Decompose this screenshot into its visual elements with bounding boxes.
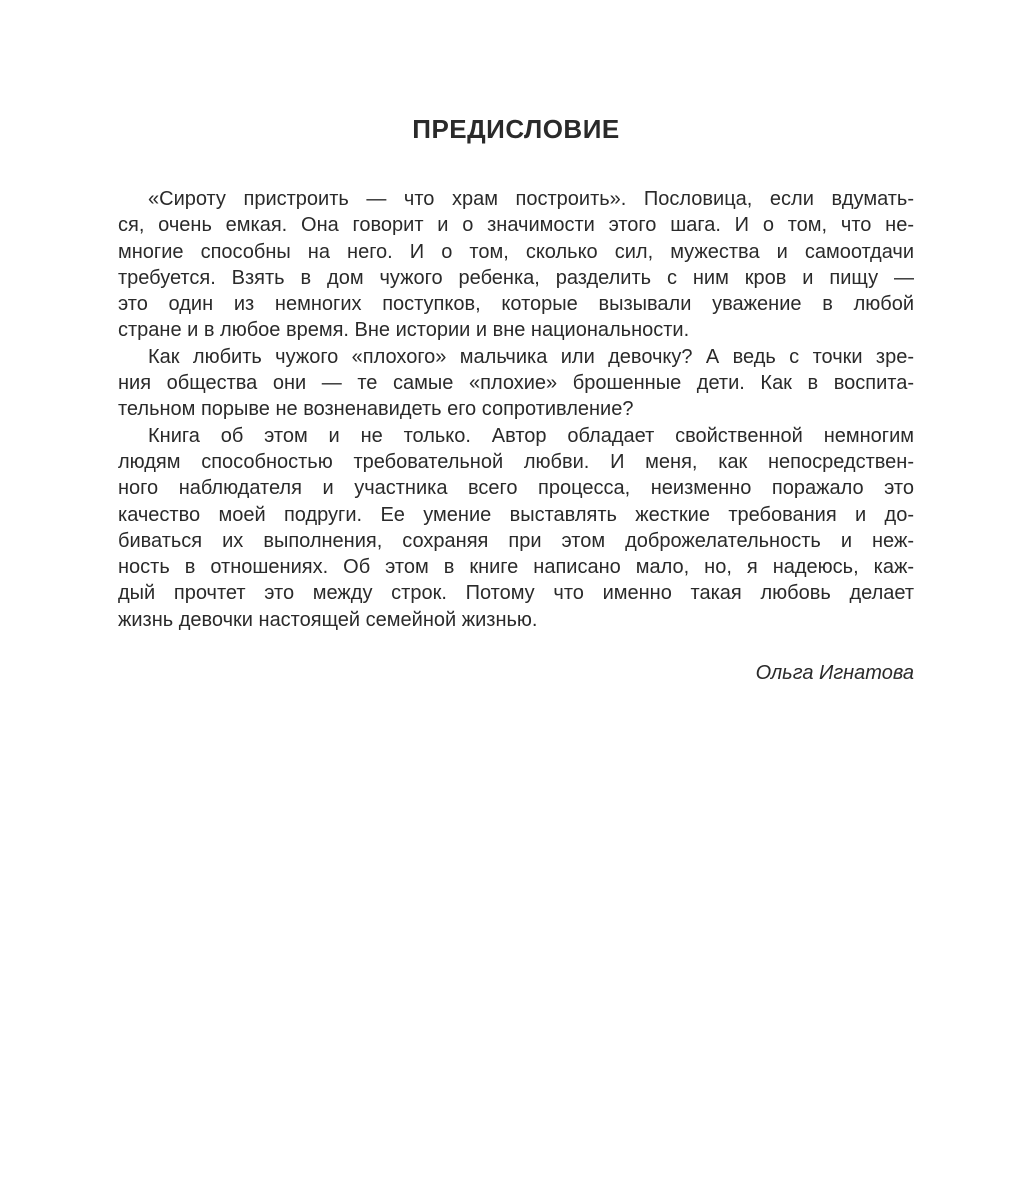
page-title: ПРЕДИСЛОВИЕ: [412, 114, 620, 144]
preface-body: [118, 186, 914, 633]
text-line: многие способны на него. И о том, сколько сил, мужества и самоотдачи: [118, 240, 914, 263]
text-line: ного наблюдателя и участника всего процесса, неизменно поражало это: [118, 477, 914, 500]
document-page: [118, 0, 914, 1182]
text-line: Книга об этом и не только. Автор обладает свойственной немногим: [148, 424, 914, 447]
text-line: требуется. Взять в дом чужого ребенка, разделить с ним кров и пищу —: [118, 266, 914, 289]
text-line: тельном порыве не возненавидеть его сопротивление?: [118, 398, 634, 421]
text-line: стране и в любое время. Вне истории и вне национальности.: [118, 319, 690, 342]
text-line: Как любить чужого «плохого» мальчика или девочку? А ведь с точки зре-: [148, 345, 914, 368]
paragraph-2: [118, 344, 914, 423]
text-line: ся, очень емкая. Она говорит и о значимости этого шага. И о том, что не-: [118, 214, 914, 237]
text-line: качество моей подруги. Ее умение выставлять жесткие требования и до-: [118, 503, 914, 526]
paragraph-1: [118, 186, 914, 344]
paragraph-3: [118, 423, 914, 633]
text-line: ния общества они — те самые «плохие» брошенные дети. Как в воспита-: [118, 372, 914, 395]
text-line: дый прочтет это между строк. Потому что именно такая любовь делает: [118, 582, 914, 605]
text-line: людям способностью требовательной любви. И меня, как непосредствен-: [118, 450, 914, 473]
text-line: биваться их выполнения, сохраняя при этом доброжелательность и неж-: [118, 529, 914, 552]
text-line: «Сироту пристроить — что храм построить». Пословица, если вдумать-: [148, 188, 914, 210]
text-line: ность в отношениях. Об этом в книге написано мало, но, я надеюсь, каж-: [118, 556, 914, 579]
author-signature: Ольга Игнатова: [755, 662, 914, 684]
text-line: это один из немногих поступков, которые вызывали уважение в любой: [118, 293, 914, 316]
text-line: жизнь девочки настоящей семейной жизнью.: [118, 608, 538, 631]
